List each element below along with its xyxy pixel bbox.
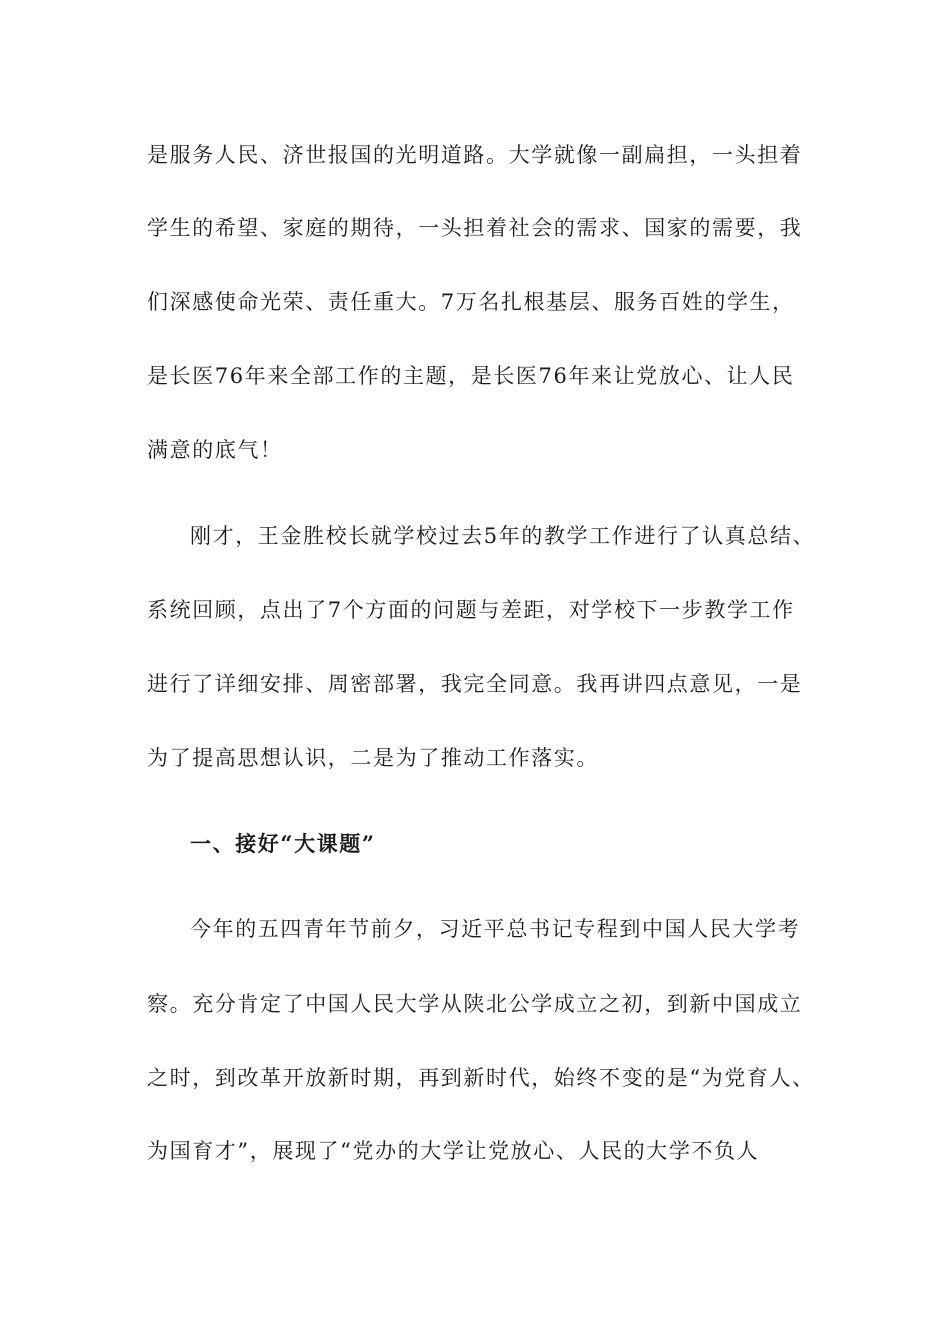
paragraph-3-line-4: 为国育才”，展现了“党办的大学让党放心、人民的大学不负人 bbox=[147, 1139, 760, 1163]
paragraph-3-line-2: 察。充分肯定了中国人民大学从陕北公学成立之初，到新中国成立 bbox=[147, 992, 803, 1016]
section-heading: 一、接好“大课题” bbox=[190, 831, 376, 856]
paragraph-2-line-2: 系统回顾，点出了7个方面的问题与差距，对学校下一步教学工作 bbox=[147, 598, 795, 622]
paragraph-1-line-5: 满意的底气！ bbox=[147, 438, 283, 462]
paragraph-1-line-3: 们深感使命光荣、责任重大。7万名扎根基层、服务百姓的学生， bbox=[147, 290, 795, 314]
paragraph-2-line-4: 为了提高思想认识，二是为了推动工作落实。 bbox=[147, 746, 599, 770]
paragraph-1-line-1: 是服务人民、济世报国的光明道路。大学就像一副扁担，一头担着 bbox=[147, 143, 803, 167]
paragraph-3-line-1: 今年的五四青年节前夕，习近平总书记专程到中国人民大学考 bbox=[190, 917, 801, 941]
paragraph-1-line-4: 是长医76年来全部工作的主题，是长医76年来让党放心、让人民 bbox=[147, 364, 795, 388]
paragraph-2-line-1: 刚才，王金胜校长就学校过去5年的教学工作进行了认真总结、 bbox=[190, 524, 816, 548]
paragraph-1-line-2: 学生的希望、家庭的期待，一头担着社会的需求、国家的需要，我 bbox=[147, 216, 803, 240]
paragraph-3-line-3: 之时，到改革开放新时期，再到新时代，始终不变的是“为党育人、 bbox=[147, 1066, 815, 1090]
paragraph-2-line-3: 进行了详细安排、周密部署，我完全同意。我再讲四点意见，一是 bbox=[147, 672, 803, 696]
